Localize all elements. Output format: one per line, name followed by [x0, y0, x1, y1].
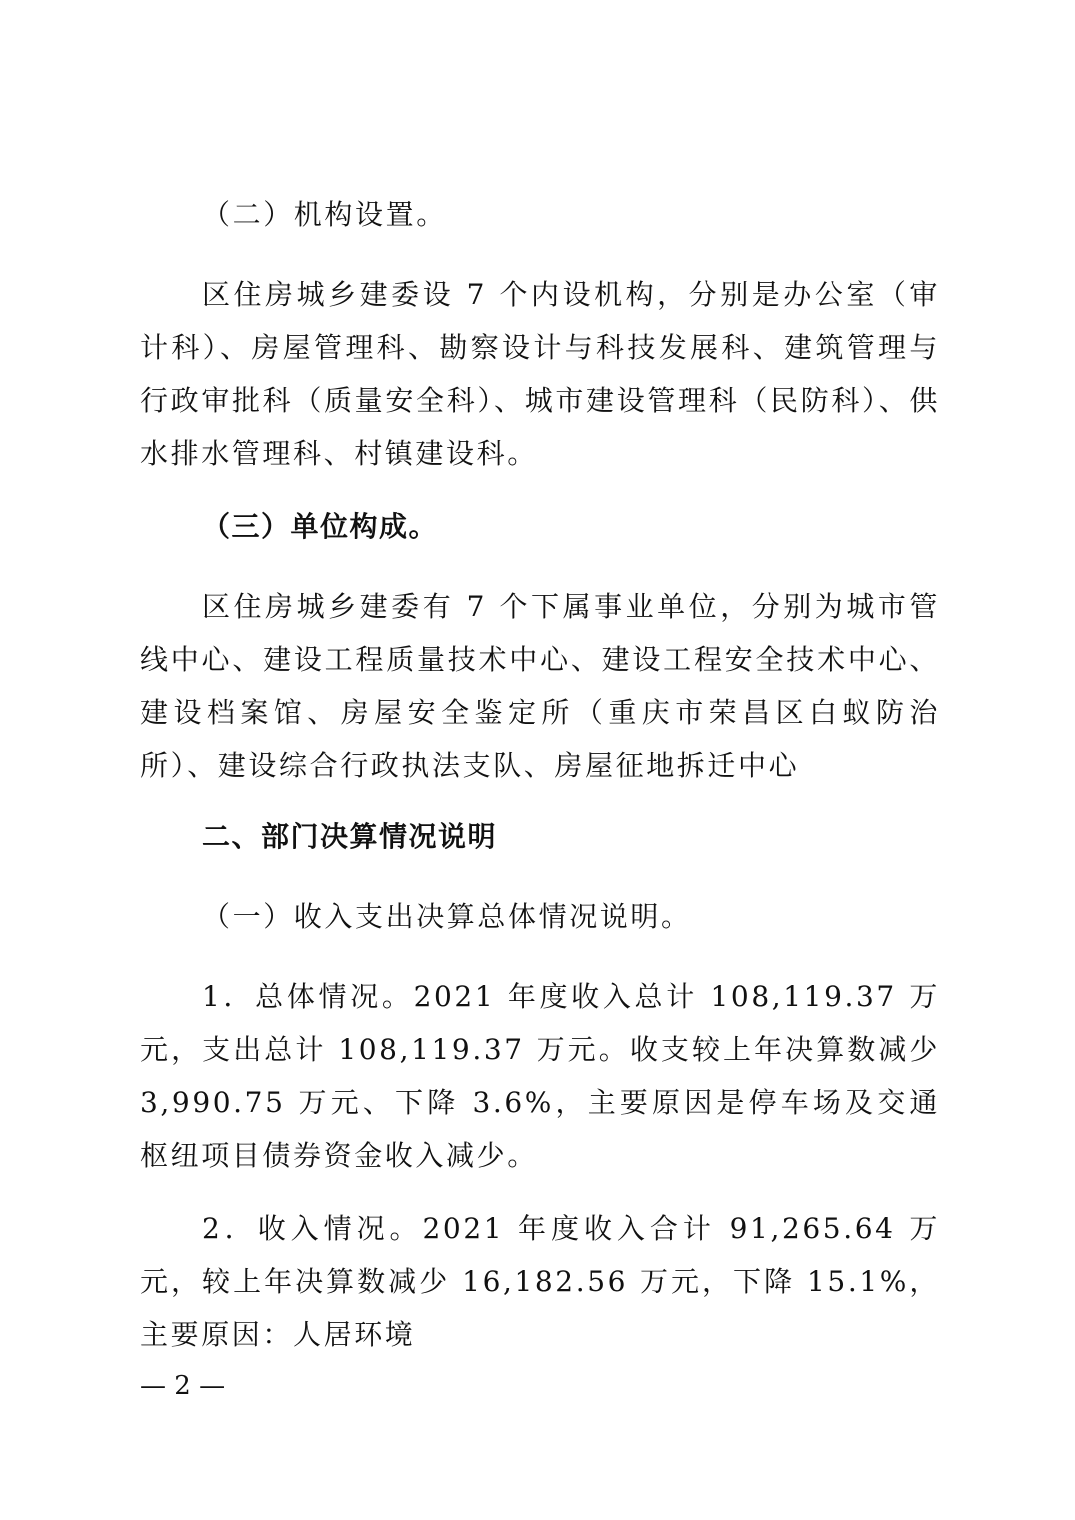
- section-heading-unit-composition: （三）单位构成。: [202, 510, 439, 543]
- section-heading-final-accounts: 二、部门决算情况说明: [202, 820, 498, 853]
- paragraph-org-setup: 区住房城乡建委设 7 个内设机构，分别是办公室（审计科）、房屋管理科、勘察设计与科技发展科、建筑管理与行政审批科（质量安全科）、城市建设管理科（民防科）、供水排水管理科、村镇建设科。: [140, 278, 940, 470]
- page-number: — 2 —: [140, 1371, 226, 1401]
- subsection-heading-income-expenditure: （一）收入支出决算总体情况说明。: [202, 900, 692, 933]
- paragraph-income-situation: 2．收入情况。2021 年度收入合计 91,265.64 万元，较上年决算数减少 16,182.56 万元，下降 15.1%，主要原因：人居环境: [140, 1212, 940, 1351]
- paragraph-unit-composition: 区住房城乡建委有 7 个下属事业单位，分别为城市管线中心、建设工程质量技术中心、建设工程安全技术中心、建设档案馆、房屋安全鉴定所（重庆市荣昌区白蚁防治所）、建设综合行政执法支队、房屋征地拆迁中心: [140, 590, 940, 782]
- section-heading-org-setup: （二）机构设置。: [202, 198, 447, 231]
- paragraph-overall-situation: 1．总体情况。2021 年度收入总计 108,119.37 万元，支出总计 108,119.37 万元。收支较上年决算数减少 3,990.75 万元、下降 3.6%，主要原因是停车场及交通枢纽项目债券资金收入减少。: [140, 980, 940, 1172]
